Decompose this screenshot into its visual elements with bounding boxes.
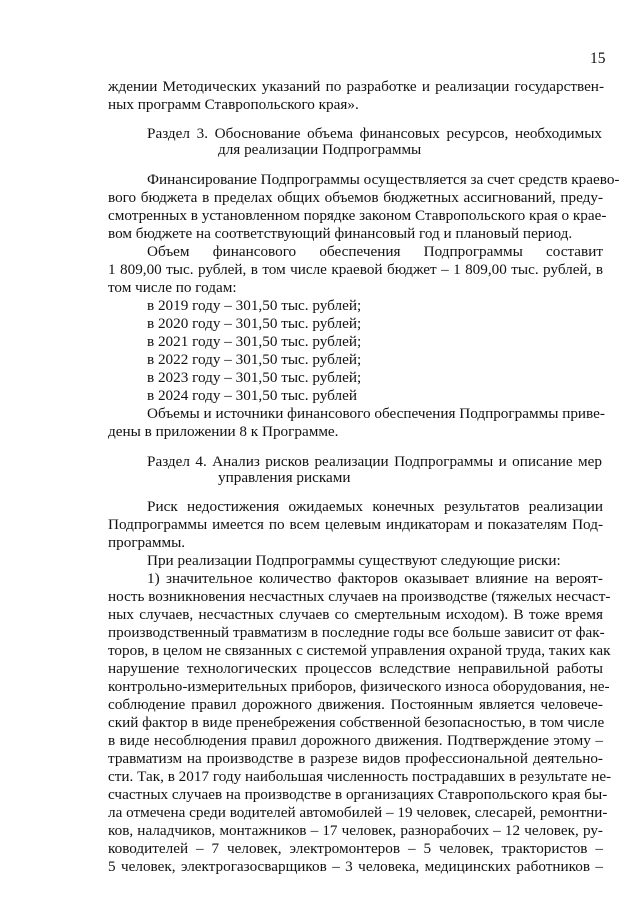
section-3-heading-line: для реализации Подпрограммы	[218, 141, 422, 158]
section-4-paragraph-line: 1) значительное количество факторов оказывает влияние на вероят-	[147, 570, 603, 587]
section-3-paragraph-line: вом бюджете на соответствующий финансовый год и плановый период.	[108, 225, 573, 242]
section-4-paragraph-line: ных случаев, несчастных случаев со смертельным исходом). В тоже время	[108, 606, 603, 623]
section-3-paragraph-line: смотренных в установленном порядке законом Ставропольского края о крае-	[108, 207, 607, 224]
page-number: 15	[590, 50, 606, 67]
section-4-paragraph-line: травматизм на производстве в разрезе видов профессиональной деятельно-	[108, 750, 603, 767]
section-4-paragraph-line: сти. Так, в 2017 году наибольшая численность пострадавших в результате не-	[108, 768, 612, 785]
section-4-paragraph-line: 5 человек, электрогазосварщиков – 3 человека, медицинских работников –	[108, 858, 603, 875]
funding-year-line: в 2023 году – 301,50 тыс. рублей;	[147, 369, 362, 386]
section-4-paragraph-line: Подпрограммы имеется по всем целевым индикаторам и показателям Под-	[108, 516, 603, 533]
section-4-paragraph-line: счастных случаев на производстве в организациях Ставропольского края бы-	[108, 786, 608, 803]
section-3-paragraph-line: вого бюджета в пределах общих объемов бюджетных ассигнований, преду-	[108, 189, 603, 206]
section-4-paragraph-line: нарушение технологических процессов вследствие неправильной работы	[108, 660, 603, 677]
section-4-paragraph-line: торов, в целом не связанных с системой управления охраной труда, таких как	[108, 642, 611, 659]
section-3-paragraph-line: том числе по годам:	[108, 279, 237, 296]
section-3-paragraph-line: Финансирование Подпрограммы осуществляется за счет средств краево-	[147, 171, 620, 188]
section-4-paragraph-line: ность возникновения несчастных случаев на производстве (тяжелых несчаст-	[108, 588, 611, 605]
funding-year-line: в 2020 году – 301,50 тыс. рублей;	[147, 315, 362, 332]
section-4-heading-line: управления рисками	[218, 469, 351, 486]
section-3-heading-line: Раздел 3. Обоснование объема финансовых ресурсов, необходимых	[147, 125, 602, 142]
section-4-paragraph-line: ла отмечена среди водителей автомобилей – 19 человек, слесарей, ремонтни-	[108, 804, 608, 821]
section-4-heading-line: Раздел 4. Анализ рисков реализации Подпрограммы и описание мер	[147, 453, 602, 470]
section-4-paragraph-line: в виде несоблюдения правил дорожного движения. Подтверждение этому –	[108, 732, 603, 749]
section-3-paragraph-line: дены в приложении 8 к Программе.	[108, 423, 339, 440]
funding-year-line: в 2021 году – 301,50 тыс. рублей;	[147, 333, 362, 350]
section-4-paragraph-line: контрольно-измерительных приборов, физического износа оборудования, не-	[108, 678, 610, 695]
section-4-paragraph-line: соблюдение правил дорожного движения. Постоянным является человече-	[108, 696, 603, 713]
section-3-paragraph-line: 1 809,00 тыс. рублей, в том числе краевой бюджет – 1 809,00 тыс. рублей, в	[108, 261, 603, 278]
section-4-paragraph-line: ков, наладчиков, монтажников – 17 человек, разнорабочих – 12 человек, ру-	[108, 822, 603, 839]
section-4-paragraph-line: ский фактор в виде пренебрежения собственной безопасностью, в том числе	[108, 714, 605, 731]
funding-year-line: в 2019 году – 301,50 тыс. рублей;	[147, 297, 362, 314]
funding-year-line: в 2024 году – 301,50 тыс. рублей	[147, 387, 357, 404]
section-3-paragraph-line: Объем финансового обеспечения Подпрограммы составит	[147, 243, 603, 260]
intro-line: ных программ Ставропольского края».	[108, 96, 359, 113]
section-4-paragraph-line: программы.	[108, 534, 186, 551]
section-4-paragraph-line: При реализации Подпрограммы существуют следующие риски:	[147, 552, 561, 569]
section-4-paragraph-line: Риск недостижения ожидаемых конечных результатов реализации	[147, 498, 603, 515]
section-4-paragraph-line: ководителей – 7 человек, электромонтеров – 5 человек, трактористов –	[108, 840, 603, 857]
section-3-paragraph-line: Объемы и источники финансового обеспечения Подпрограммы приве-	[147, 405, 605, 422]
funding-year-line: в 2022 году – 301,50 тыс. рублей;	[147, 351, 362, 368]
intro-line: ждении Методических указаний по разработке и реализации государствен-	[108, 78, 604, 95]
section-4-paragraph-line: производственный травматизм в последние годы все больше зависит от фак-	[108, 624, 605, 641]
